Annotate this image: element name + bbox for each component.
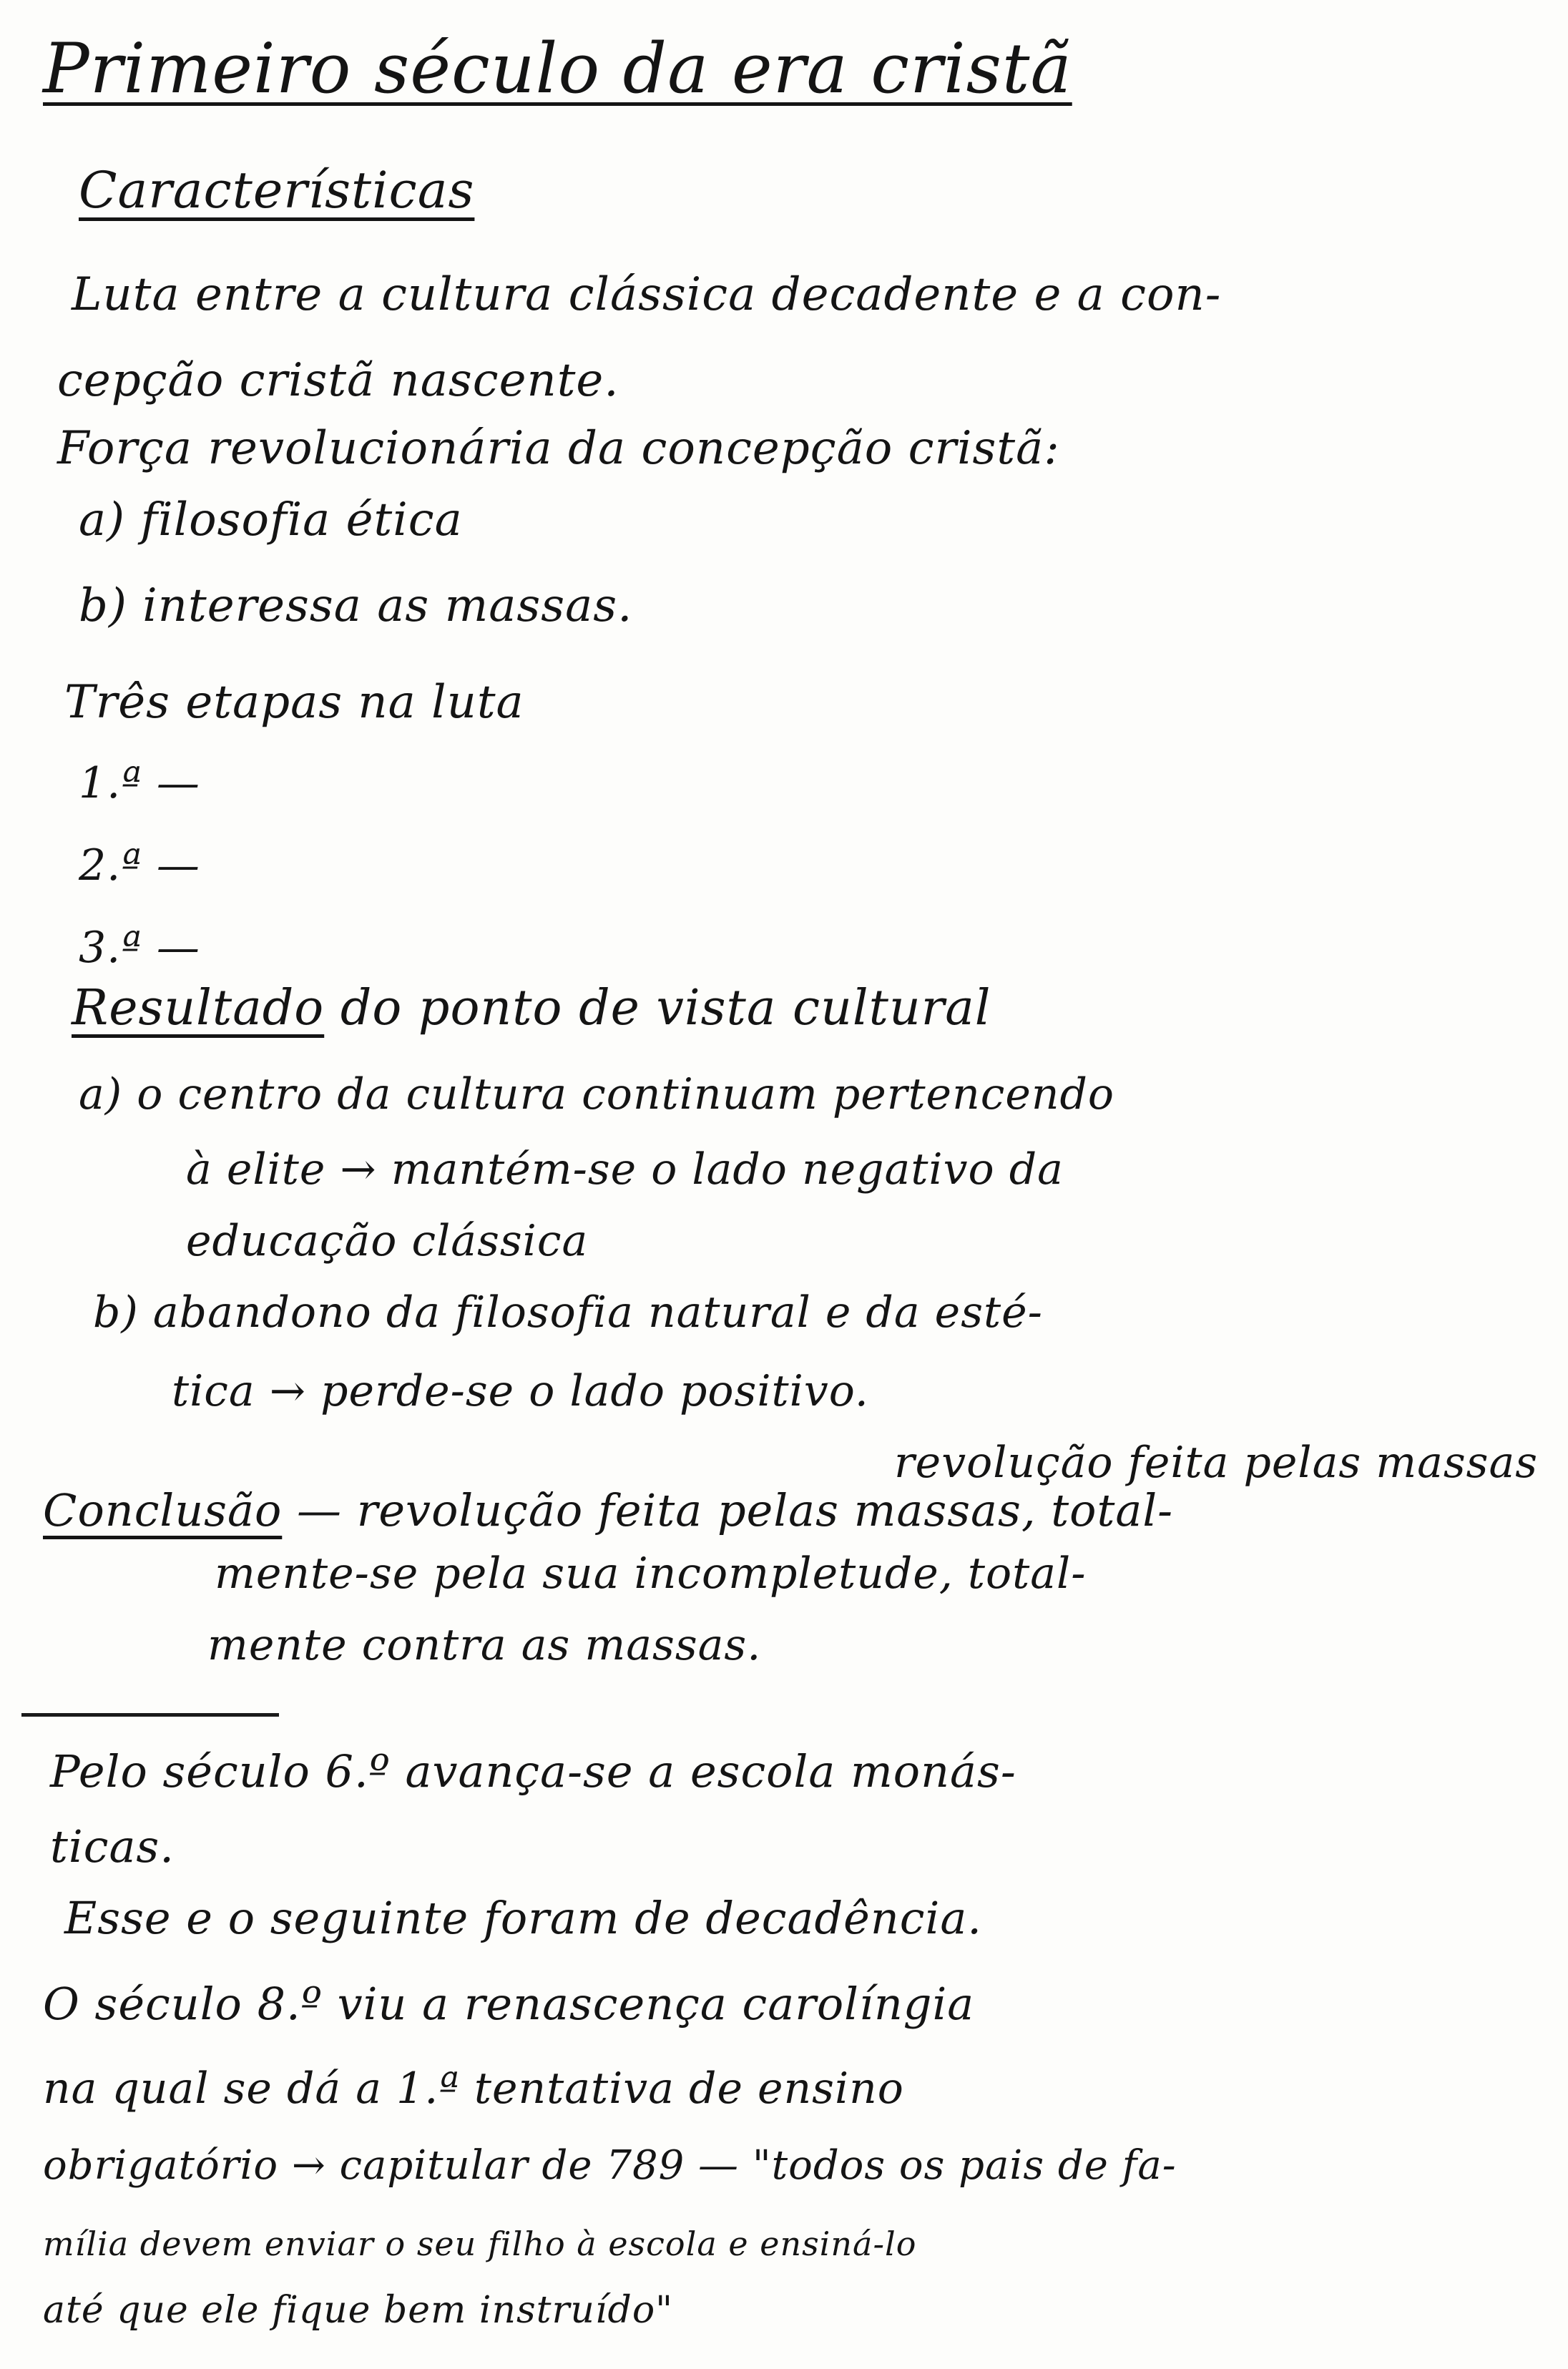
- text-span: — revolução feita pelas massas, total-: [297, 1484, 1174, 1536]
- text-line: Esse e o seguinte foram de decadência.: [64, 1892, 982, 1944]
- text-line: na qual se dá a 1.ª tentativa de ensino: [43, 2064, 904, 2114]
- text-line: mente contra as massas.: [207, 1620, 762, 1670]
- text-line: à elite → mantém-se o lado negativo da: [186, 1144, 1064, 1195]
- heading-caracteristicas: Características: [79, 161, 475, 220]
- text-line: obrigatório → capitular de 789 — "todos os pais de fa-: [43, 2142, 1177, 2189]
- text-line: ticas.: [50, 1820, 175, 1873]
- heading-resultado: Resultado: [72, 980, 325, 1036]
- text-span: do ponto de vista cultural: [340, 980, 991, 1036]
- text-line: cepção cristã nascente.: [57, 354, 619, 407]
- text-line: Força revolucionária da concepção cristã:: [57, 422, 1060, 475]
- text-line: educação clássica: [186, 1216, 589, 1266]
- text-line: Pelo século 6.º avança-se a escola monás-: [50, 1745, 1016, 1797]
- page-title: Primeiro século da era cristã: [43, 29, 1072, 109]
- text-line: [72, 980, 991, 1036]
- text-line: [43, 1484, 1173, 1536]
- text-line: mília devem enviar o seu filho à escola e ensiná-lo: [43, 2225, 917, 2263]
- text-line: mente-se pela sua incompletude, total-: [215, 1549, 1087, 1599]
- list-item: a) o centro da cultura continuam pertencendo: [79, 1069, 1114, 1119]
- list-item: 3.ª —: [79, 923, 200, 973]
- list-item: b) abandono da filosofia natural e da esté-: [93, 1288, 1043, 1338]
- divider-line: [21, 1713, 279, 1717]
- list-item: 1.ª —: [79, 758, 200, 808]
- list-item: a) filosofia ética: [79, 494, 463, 546]
- list-item: 2.ª —: [79, 840, 200, 891]
- text-line: Três etapas na luta: [64, 676, 524, 729]
- text-line: até que ele fique bem instruído": [43, 2289, 674, 2332]
- text-line: tica → perde-se o lado positivo.: [172, 1366, 869, 1416]
- text-line: revolução feita pelas massas: [894, 1438, 1539, 1488]
- heading-conclusao: Conclusão: [43, 1484, 283, 1536]
- list-item: b) interessa as massas.: [79, 579, 633, 632]
- text-line: O século 8.º viu a renascença carolíngia: [43, 1978, 975, 2030]
- text-line: Luta entre a cultura clássica decadente e a con-: [72, 268, 1222, 321]
